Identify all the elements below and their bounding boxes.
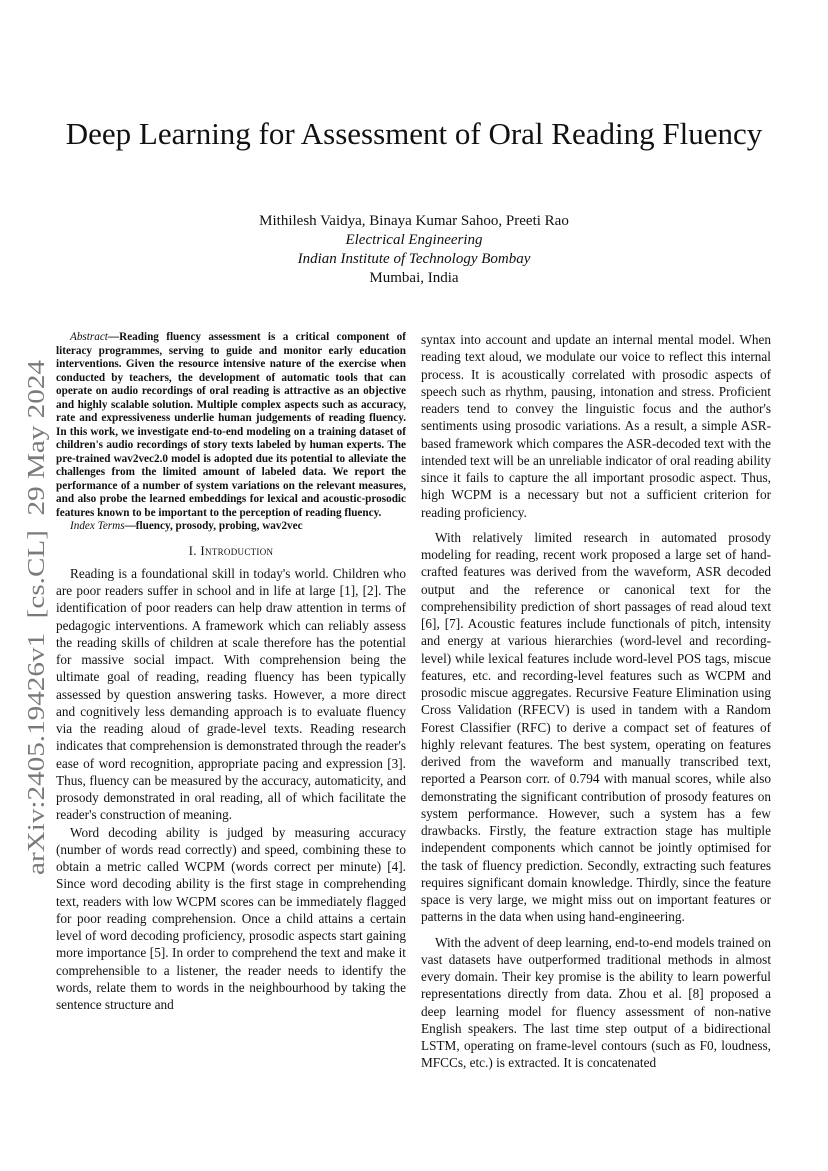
author-block [0, 212, 828, 288]
left-column [56, 331, 406, 1013]
arxiv-id-text: arXiv:2405.19426v1 [cs.CL] 29 May 2024 [23, 442, 50, 875]
body-paragraph: With relatively limited research in automated prosody modeling for reading, recent work proposed a large set of hand-crafted features was derived from the waveform, ASR decoded output and the reference or canonical text for the comprehensibility prediction of short passages of read aloud text [6], [7]. Acoustic features include functionals of pitch, intensity and energy at various hierarchies (word-level and recording-level) while lexical features include word-level POS tags, miscue features, etc. and recording-level features such as WCPM and prosodic miscue aggregates. Recursive Feature Elimination using Cross Validation (RFECV) is used in tandem with a Random Forest Classifier (RFC) to derive a compact set of features of highly relevant features. The best system, operating on features derived from the waveform and manually transcribed text, reported a Pearson corr. of 0.794 with manual scores, while also demonstrating the significant contribution of prosody features on system performance. However, such a system has a few drawbacks. Firstly, the feature extraction stage has multiple independent components which cannot be jointly optimised for the task of fluency prediction. Secondly, extracting such features requires significant domain knowledge. Thirdly, since the feature space is very large, we might miss out on important features or patterns in the data when using hand-engineering. [421, 529, 771, 925]
affiliation-location: Mumbai, India [369, 270, 459, 286]
right-column [421, 331, 771, 1072]
body-paragraph: With the advent of deep learning, end-to-end models trained on vast datasets have outperformed traditional methods in almost every domain. Their key promise is the ability to learn powerful representations directly from data. Zhou et al. [8] proposed a deep learning model for fluency assessment of non-native English speakers. The last time step output of a bidirectional LSTM, operating on frame-level contours (such as F0, loudness, MFCCs, etc.) is extracted. It is concatenated [421, 934, 771, 1071]
arxiv-identifier-stamp [14, 355, 56, 875]
abstract [56, 331, 406, 520]
affiliation-department: Electrical Engineering [345, 232, 483, 248]
index-terms [56, 520, 406, 534]
intro-paragraph: Reading is a foundational skill in today's world. Children who are poor readers suffer in school and in life at large [1], [2]. The identification of poor readers can help draw attention in terms of pedagogic interventions. A framework which can reliably assess the reading skills of children at scale therefore has the potential for massive social impact. With comprehension being the ultimate goal of reading, reading fluency has been typically assessed by question answering tasks. However, a more direct and cognitively less demanding approach is to evaluate fluency via the reading aloud of grade-level texts. Reading research indicates that comprehension is demonstrated through the reader's ease of word recognition, appropriate pacing and expression [3]. Thus, fluency can be measured by the accuracy, automaticity, and prosody demonstrated in oral reading, all of which facilitate the reader's construction of meaning. [56, 565, 406, 823]
affiliation-institution: Indian Institute of Technology Bombay [297, 251, 531, 267]
intro-paragraph: Word decoding ability is judged by measuring accuracy (number of words read correctly) and speed, combining these to obtain a metric called WCPM (words correct per minute) [4]. Since word decoding ability is the first stage in comprehending text, readers with low WCPM scores can be immediately flagged for poor reading comprehension. Once a child attains a certain level of word decoding proficiency, prosodic aspects start gaining more importance [5]. In order to comprehend the text and make it comprehensible to a listener, the reader needs to identify the words, relate them to words in the neighbourhood by taking the sentence structure and [56, 824, 406, 1012]
paper-title: Deep Learning for Assessment of Oral Reading Fluency [65, 116, 763, 151]
body-paragraph: syntax into account and update an internal mental model. When reading text aloud, we modulate our voice to reflect this internal process. It is acoustically correlated with prosodic aspects of speech such as rhythm, pausing, intonation and stress. Proficient readers tend to convey the linguistic focus and the author's sentiments using prosodic variations. As a result, a simple ASR-based framework which compares the ASR-decoded text with the intended text will be an unreliable indicator of oral reading ability since it fails to capture the all important prosodic aspect. Thus, high WCPM is a necessary but not a sufficient criterion for reading proficiency. [421, 332, 771, 520]
index-terms-text: —fluency, prosody, probing, wav2vec [124, 520, 303, 532]
abstract-text: —Reading fluency assessment is a critical component of literacy programmes, serving to guide and monitor early education interventions. Given the resource intensive nature of the exercise when conducted by teachers, the development of automatic tools that can operate on audio recordings of oral reading is attractive as an objective and highly scalable solution. Multiple complex aspects such as accuracy, rate and expressiveness underlie human judgements of reading fluency. In this work, we investigate end-to-end modeling on a training dataset of children's audio recordings of story texts labeled by human experts. The pre-trained wav2vec2.0 model is adopted due its potential to alleviate the challenges from the limited amount of labeled data. We report the performance of a number of system variations on the relevant measures, and also probe the learned embeddings for lexical and acoustic-prosodic features known to be important to the perception of reading fluency. [56, 331, 406, 519]
index-terms-label: Index Terms [70, 520, 125, 532]
section-heading: I. Introduction [188, 542, 274, 558]
abstract-label: Abstract [70, 331, 108, 343]
author-names: Mithilesh Vaidya, Binaya Kumar Sahoo, Preeti Rao [259, 213, 569, 229]
